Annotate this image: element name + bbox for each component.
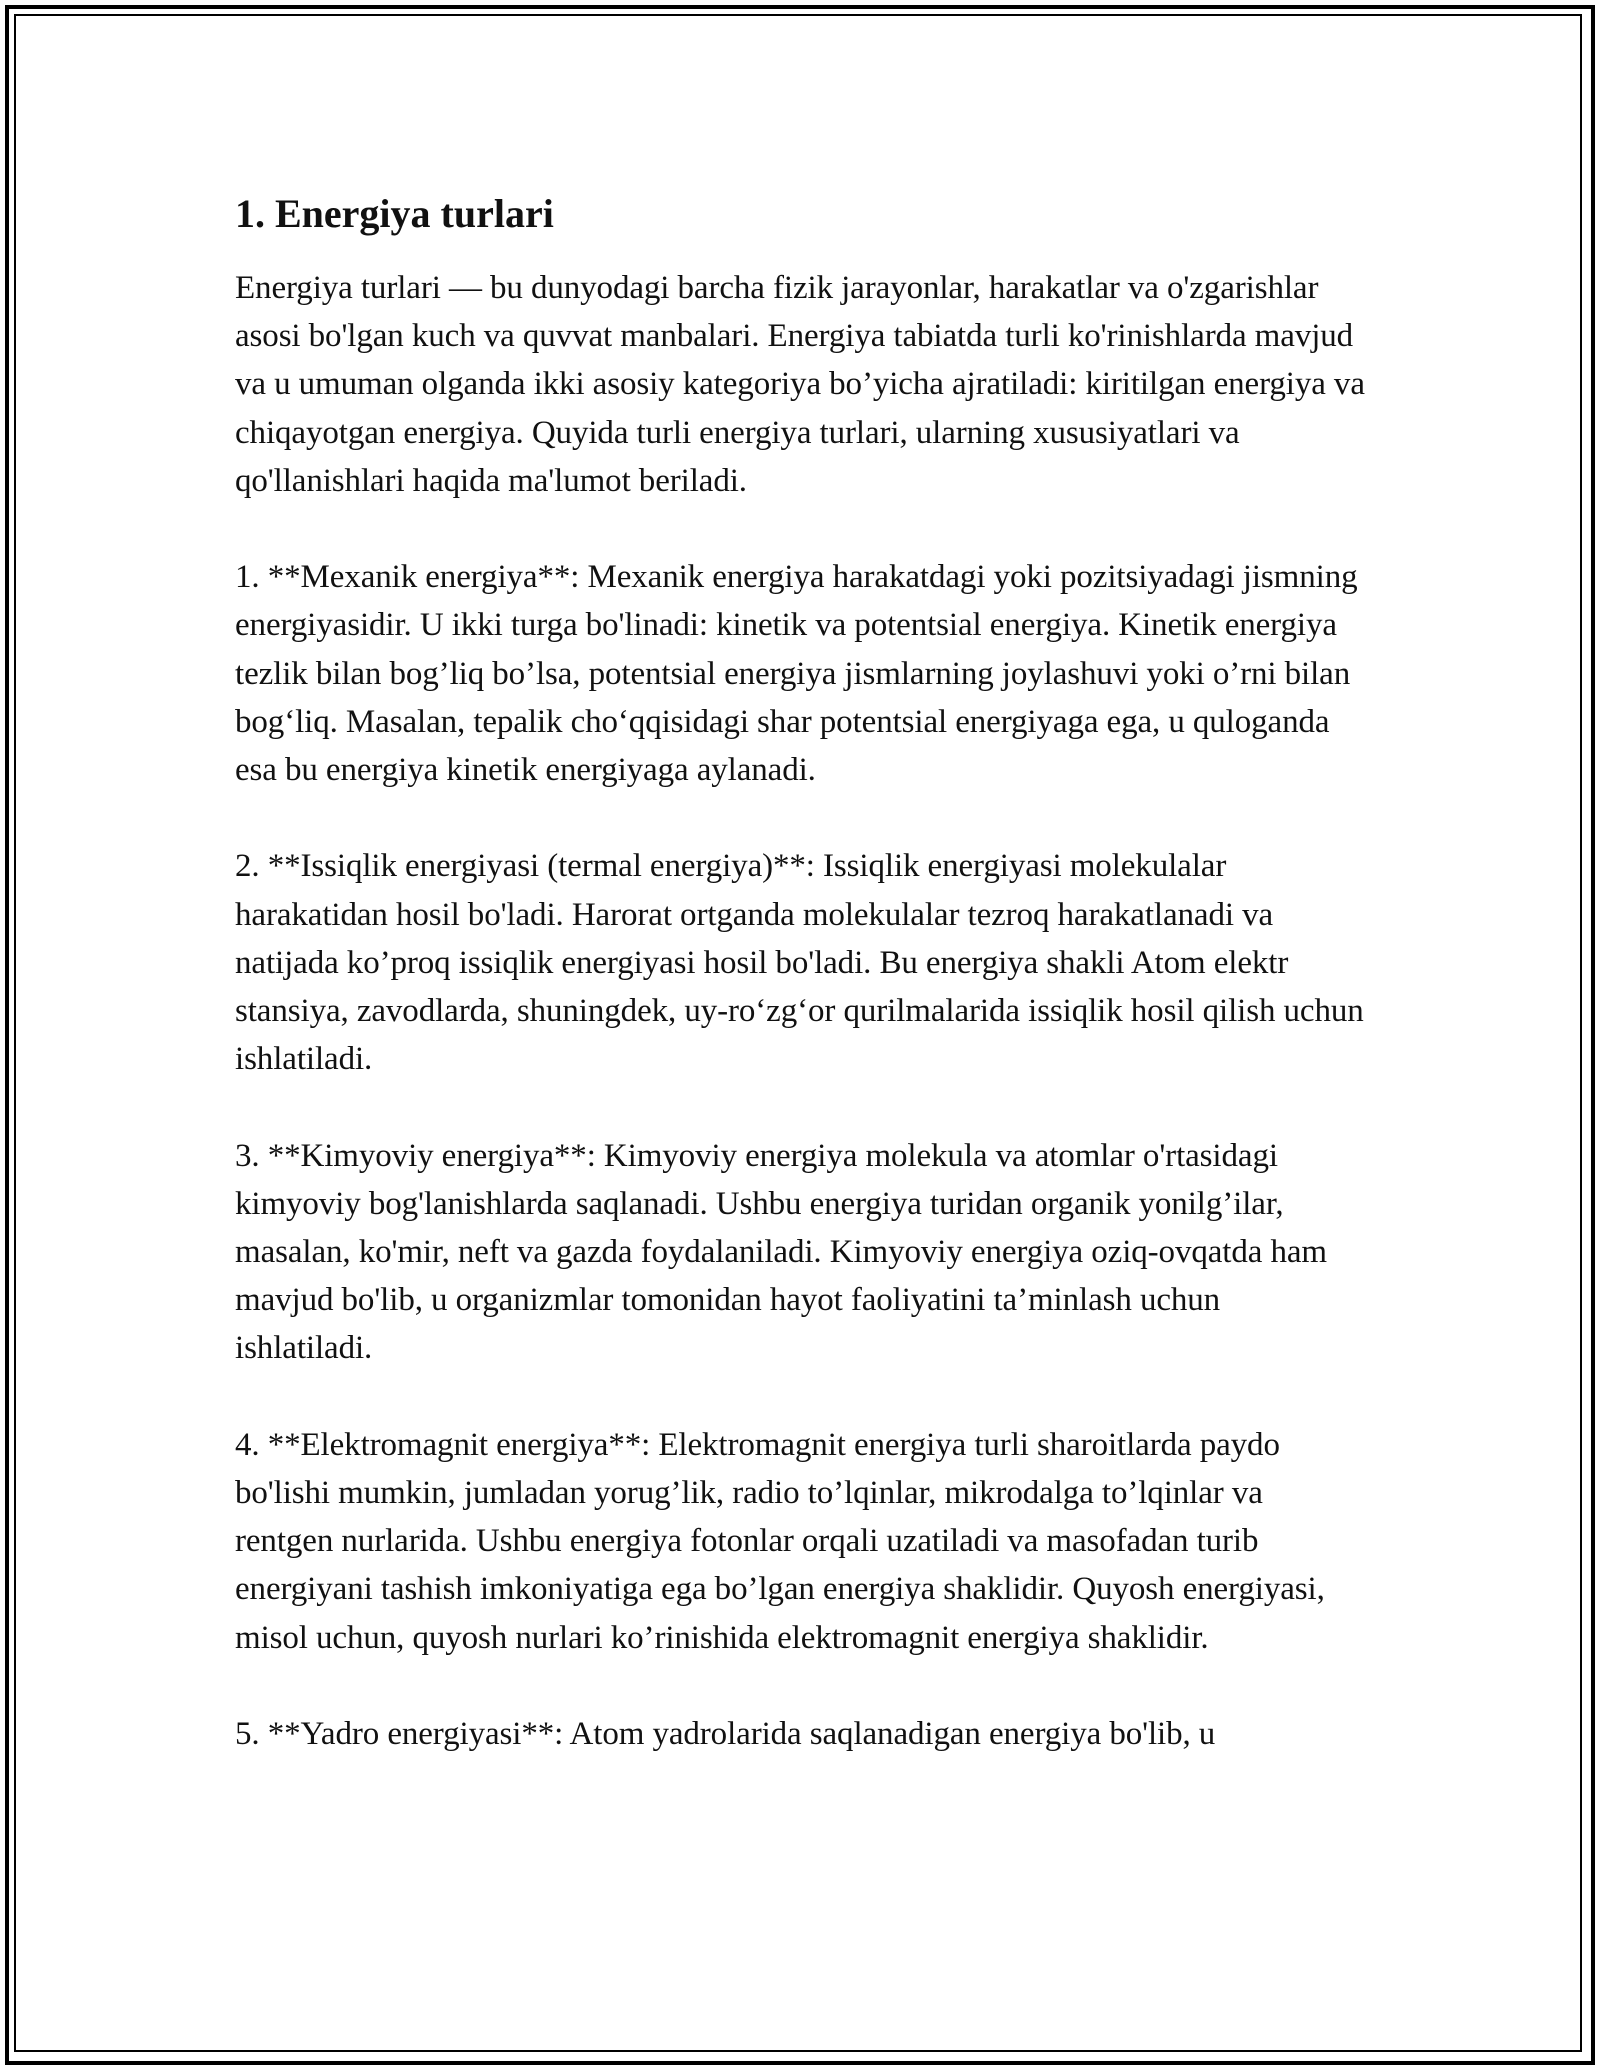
document-title: 1. Energiya turlari [235,191,554,236]
paragraph-mexanik-energiya: 1. **Mexanik energiya**: Mexanik energiya harakatdagi yoki pozitsiyadagi jismning energiyasidir. U ikki turga bo'linadi: kinetik va potentsial energiya. Kinetik energiya tezlik bilan bog’liq bo’lsa, potentsial energiya jismlarning joylashuvi yoki o’rni bilan bog‘liq. Masalan, tepalik cho‘qqisidagi shar potentsial energiyaga ega, u quloganda esa bu energiya kinetik energiyaga aylanadi. [235,559,1358,789]
paragraph-intro: Energiya turlari — bu dunyodagi barcha fizik jarayonlar, harakatlar va o'zgarishlar asosi bo'lgan kuch va quvvat manbalari. Energiya tabiatda turli ko'rinishlarda mavjud va u umuman olganda ikki asosiy kategoriya bo’yicha ajratiladi: kiritilgan energiya va chiqayotgan energiya. Quyida turli energiya turlari, ularning xususiyatlari va qo'llanishlari haqida ma'lumot beriladi. [235,270,1365,499]
document-body [235,186,1365,1806]
paragraph-issiqlik-energiyasi: 2. **Issiqlik energiyasi (termal energiya)**: Issiqlik energiyasi molekulalar harakatidan hosil bo'ladi. Harorat ortganda molekulalar tezroq harakatlanadi va natijada ko’proq issiqlik energiyasi hosil bo'ladi. Bu energiya shakli Atom elektr stansiya, zavodlarda, shuningdek, uy-ro‘zg‘or qurilmalarida issiqlik hosil qilish uchun ishlatiladi. [235,848,1364,1078]
paragraph-kimyoviy-energiya: 3. **Kimyoviy energiya**: Kimyoviy energiya molekula va atomlar o'rtasidagi kimyoviy bog'lanishlarda saqlanadi. Ushbu energiya turidan organik yonilg’ilar, masalan, ko'mir, neft va gazda foydalaniladi. Kimyoviy energiya oziq-ovqatda ham mavjud bo'lib, u organizmlar tomonidan hayot faoliyatini ta’minlash uchun ishlatiladi. [235,1137,1327,1367]
paragraph-yadro-energiyasi: 5. **Yadro energiyasi**: Atom yadrolarida saqlanadigan energiya bo'lib, u [235,1716,1216,1753]
paragraph-elektromagnit-energiya: 4. **Elektromagnit energiya**: Elektromagnit energiya turli sharoitlarda paydo bo'lishi mumkin, jumladan yorug’lik, radio to’lqinlar, mikrodalga to’lqinlar va rentgen nurlarida. Ushbu energiya fotonlar orqali uzatiladi va masofadan turib energiyani tashish imkoniyatiga ega bo’lgan energiya shaklidir. Quyosh energiyasi, misol uchun, quyosh nurlari ko’rinishida elektromagnit energiya shaklidir. [235,1426,1325,1656]
